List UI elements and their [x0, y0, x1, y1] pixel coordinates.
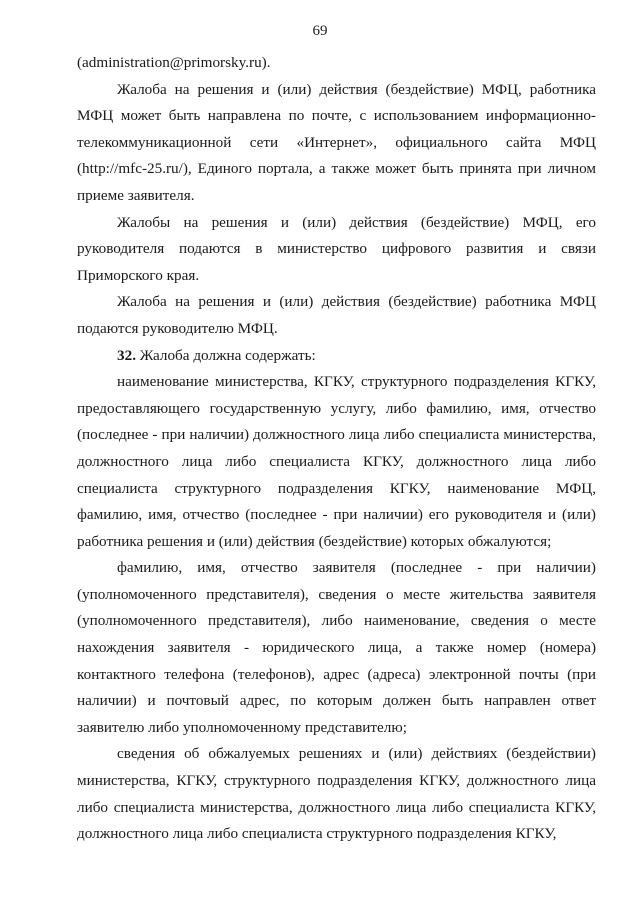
document-body: [77, 50, 596, 848]
paragraph-mfc-complaint-channels: Жалоба на решения и (или) действия (бездействие) МФЦ, работника МФЦ может быть направлена по почте, с использованием информационно-телекоммуникационной сети «Интернет», официального сайта МФЦ (http://mfc-25.ru/), Единого портала, а также может быть принята при личном приеме заявителя.: [77, 80, 596, 204]
paragraph-item-appealed-decisions: сведения об обжалуемых решениях и (или) действиях (бездействии) министерства, КГКУ, структурного подразделения КГКУ, должностного лица либо специалиста министерства, должностного лица либо специалиста КГКУ, должностного лица либо специалиста структурного подразделения КГКУ,: [77, 745, 596, 843]
section-number: 32.: [117, 346, 136, 364]
paragraph-item-applicant-details: фамилию, имя, отчество заявителя (последнее - при наличии) (уполномоченного представителя), сведения о месте жительства заявителя (уполномоченного представителя), либо наименование, сведения о месте нахождения заявителя - юридического лица, а также номер (номера) контактного телефона (телефонов), адрес (адреса) электронной почты (при наличии) и почтовый адрес, по которым должен быть направлен ответ заявителю либо уполномоченному представителю;: [77, 559, 596, 736]
page-number: 69: [312, 23, 328, 39]
paragraph-mfc-complaint-ministry: Жалобы на решения и (или) действия (бездействие) МФЦ, его руководителя подаются в министерство цифрового развития и связи Приморского края.: [77, 213, 596, 284]
paragraph-email-continuation: (administration@primorsky.ru).: [77, 54, 271, 71]
paragraph-item-authority-name: наименование министерства, КГКУ, структурного подразделения КГКУ, предоставляющего государственную услугу, либо фамилию, имя, отчество (последнее - при наличии) должностного лица либо специалиста министерства, должностного лица либо специалиста КГКУ, должностного лица либо специалиста структурного подразделения КГКУ, наименование МФЦ, фамилию, имя, отчество (последнее - при наличии) его руководителя и (или) работника решения и (или) действия (бездействие) которых обжалуются;: [77, 373, 596, 550]
section-32-heading-text: Жалоба должна содержать:: [135, 346, 316, 364]
paragraph-mfc-worker-complaint: Жалоба на решения и (или) действия (бездействие) работника МФЦ подаются руководителю МФЦ.: [77, 293, 596, 337]
paragraph-section-32: [77, 343, 596, 370]
